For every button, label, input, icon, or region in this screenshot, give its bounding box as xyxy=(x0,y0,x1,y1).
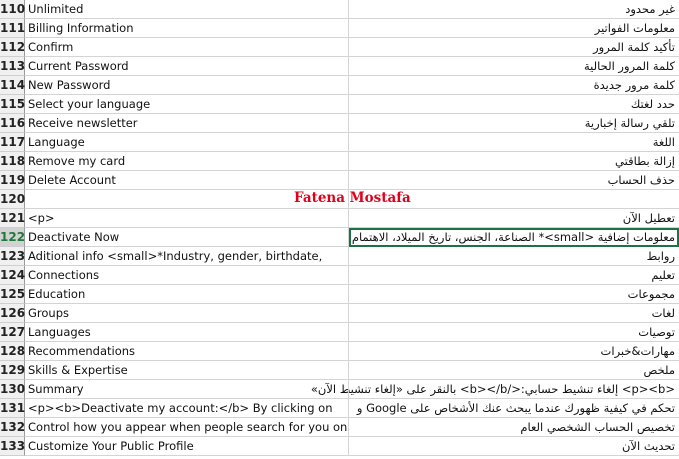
cell-arabic[interactable]: حدد لغتك xyxy=(349,95,679,114)
cell-arabic[interactable]: اللغة xyxy=(349,133,679,152)
row-header[interactable]: 121 xyxy=(0,209,25,228)
cell-english[interactable]: Control how you appear when people search for you on xyxy=(25,418,349,437)
row-header[interactable]: 132 xyxy=(0,418,25,437)
cell-english[interactable]: Education xyxy=(25,285,349,304)
cell-english[interactable]: Confirm xyxy=(25,38,349,57)
cell-english[interactable]: Remove my card xyxy=(25,152,349,171)
cell-english[interactable]: New Password xyxy=(25,76,349,95)
table-row xyxy=(0,437,679,456)
table-row xyxy=(0,38,679,57)
cell-arabic[interactable]: تعليم xyxy=(349,266,679,285)
table-row xyxy=(0,304,679,323)
cell-arabic[interactable]: غير محدود xyxy=(349,0,679,19)
table-row xyxy=(0,57,679,76)
table-row xyxy=(0,76,679,95)
row-header[interactable]: 120 xyxy=(0,190,25,209)
row-header[interactable]: 127 xyxy=(0,323,25,342)
cell-english[interactable]: Delete Account xyxy=(25,171,349,190)
row-header[interactable]: 129 xyxy=(0,361,25,380)
cell-english[interactable]: Recommendations xyxy=(25,342,349,361)
row-header[interactable]: 133 xyxy=(0,437,25,456)
row-header[interactable]: 131 xyxy=(0,399,25,418)
table-row xyxy=(0,285,679,304)
row-header[interactable]: 115 xyxy=(0,95,25,114)
row-header-selected[interactable]: 122 xyxy=(0,228,25,247)
row-header[interactable]: 125 xyxy=(0,285,25,304)
table-row xyxy=(0,247,679,266)
table-row xyxy=(0,342,679,361)
table-row xyxy=(0,0,679,19)
cell-arabic[interactable]: تأكيد كلمة المرور xyxy=(349,38,679,57)
row-header[interactable]: 126 xyxy=(0,304,25,323)
cell-english[interactable]: <p> xyxy=(25,209,349,228)
row-header[interactable]: 118 xyxy=(0,152,25,171)
cell-english[interactable]: Billing Information xyxy=(25,19,349,38)
table-row xyxy=(0,266,679,285)
row-header[interactable]: 130 xyxy=(0,380,25,399)
row-header[interactable]: 116 xyxy=(0,114,25,133)
table-row xyxy=(0,380,679,399)
cell-arabic[interactable]: ملخص xyxy=(349,361,679,380)
table-row xyxy=(0,133,679,152)
cell-arabic[interactable]: إزالة بطاقتي xyxy=(349,152,679,171)
cell-arabic[interactable]: مجموعات xyxy=(349,285,679,304)
table-row xyxy=(0,323,679,342)
cell-arabic-selected[interactable]: معلومات إضافية <small>* الصناعة، الجنس، تاريخ الميلاد، الاهتمام، xyxy=(349,228,679,247)
cell-english[interactable]: Groups xyxy=(25,304,349,323)
cell-arabic[interactable]: <p><b> إلغاء تنشيط حسابي:</b></b> بالنقر على «إلغاء تنشيط الآن» xyxy=(349,380,679,399)
table-row xyxy=(0,171,679,190)
table-row xyxy=(0,114,679,133)
cell-arabic[interactable]: تلقي رسالة إخبارية xyxy=(349,114,679,133)
cell-english[interactable]: Unlimited xyxy=(25,0,349,19)
cell-arabic[interactable]: حذف الحساب xyxy=(349,171,679,190)
row-header[interactable]: 113 xyxy=(0,57,25,76)
cell-arabic[interactable]: تعطيل الآن xyxy=(349,209,679,228)
cell-english[interactable]: Language xyxy=(25,133,349,152)
row-header[interactable]: 128 xyxy=(0,342,25,361)
cell-english[interactable]: Languages xyxy=(25,323,349,342)
row-header[interactable]: 123 xyxy=(0,247,25,266)
cell-english[interactable]: Current Password xyxy=(25,57,349,76)
row-header[interactable]: 110 xyxy=(0,0,25,19)
cell-english[interactable]: Summary xyxy=(25,380,349,399)
cell-english[interactable]: Select your language xyxy=(25,95,349,114)
cell-english[interactable]: Skills & Expertise xyxy=(25,361,349,380)
cell-arabic[interactable]: روابط xyxy=(349,247,679,266)
cell-english[interactable]: Receive newsletter xyxy=(25,114,349,133)
cell-arabic[interactable]: لغات xyxy=(349,304,679,323)
cell-english[interactable]: Deactivate Now xyxy=(25,228,349,247)
cell-arabic[interactable]: معلومات الفواتير xyxy=(349,19,679,38)
cell-arabic[interactable]: توصيات xyxy=(349,323,679,342)
cell-arabic[interactable]: تحديث الآن xyxy=(349,437,679,456)
table-row xyxy=(0,209,679,228)
cell-arabic[interactable]: كلمة المرور الحالية xyxy=(349,57,679,76)
table-row xyxy=(0,152,679,171)
cell-arabic[interactable]: مهارات&خبرات xyxy=(349,342,679,361)
cell-english[interactable]: Connections xyxy=(25,266,349,285)
row-header[interactable]: 124 xyxy=(0,266,25,285)
cell-arabic[interactable]: كلمة مرور جديدة xyxy=(349,76,679,95)
table-row xyxy=(0,399,679,418)
table-row xyxy=(0,228,679,247)
cell-arabic[interactable]: تخصيص الحساب الشخصي العام xyxy=(349,418,679,437)
table-row xyxy=(0,418,679,437)
row-header[interactable]: 119 xyxy=(0,171,25,190)
row-header[interactable]: 111 xyxy=(0,19,25,38)
table-row xyxy=(0,95,679,114)
cell-arabic[interactable]: تحكم في كيفية ظهورك عندما يبحث عنك الأشخاص على Google و xyxy=(349,399,679,418)
table-row xyxy=(0,361,679,380)
cell-english[interactable]: <p><b>Deactivate my account:</b> By clicking on xyxy=(25,399,349,418)
cell-english[interactable]: Customize Your Public Profile xyxy=(25,437,349,456)
row-header[interactable]: 112 xyxy=(0,38,25,57)
row-header[interactable]: 117 xyxy=(0,133,25,152)
cell-english[interactable]: Aditional info <small>*Industry, gender, birthdate, xyxy=(25,247,349,266)
table-row xyxy=(0,19,679,38)
row-header[interactable]: 114 xyxy=(0,76,25,95)
author-watermark: Fatena Mostafa xyxy=(294,190,411,206)
